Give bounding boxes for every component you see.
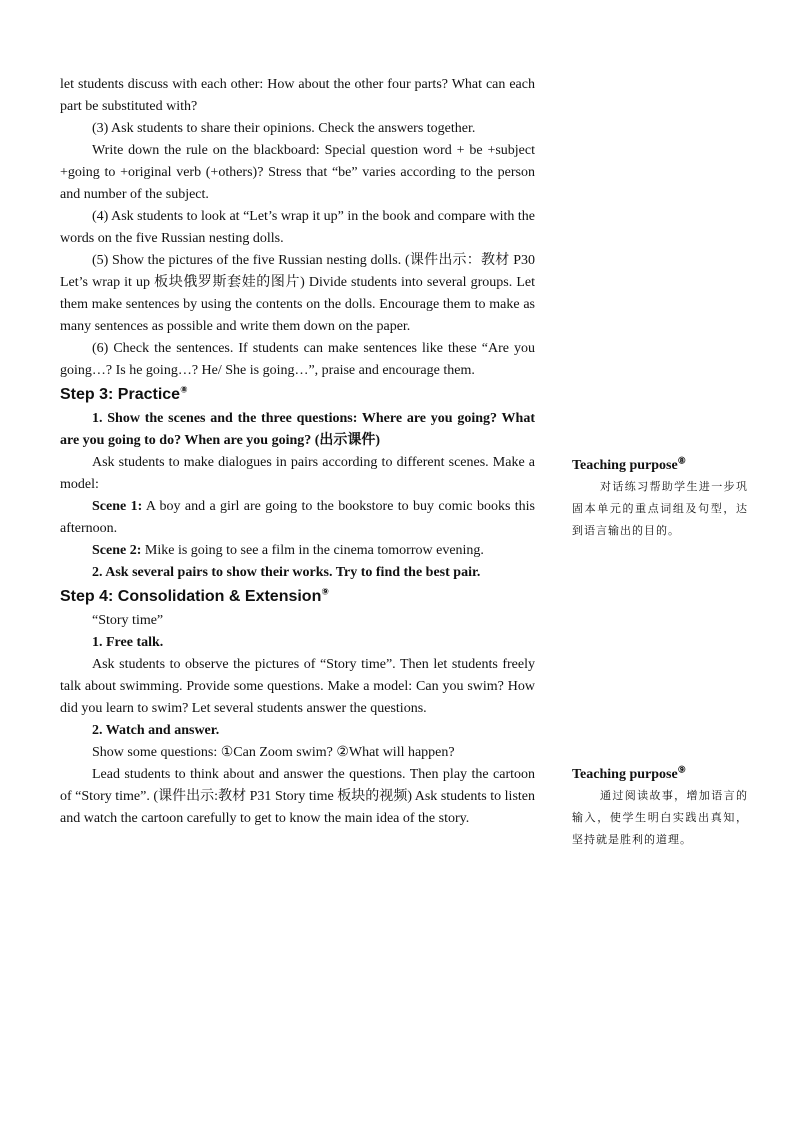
step3-title: Step 3: Practice <box>60 386 181 403</box>
step3-item-1: 1. Show the scenes and the three questions: Where are you going? What are you going to do? When are you going? (出示课件) <box>60 411 535 448</box>
story-time-label: “Story time” <box>92 613 164 628</box>
step3-heading <box>60 382 535 408</box>
paragraph-wrap-it-up: (4) Ask students to look at “Let’s wrap it up” in the book and compare with the words on the five Russian nesting dolls. <box>60 209 535 246</box>
step3-dialogue-instruction: Ask students to make dialogues in pairs according to different scenes. Make a model: <box>60 455 535 492</box>
step3-item-2: 2. Ask several pairs to show their works. Try to find the best pair. <box>92 565 481 580</box>
free-talk-paragraph: Ask students to observe the pictures of “Story time”. Then let students freely talk about swimming. Provide some questions. Make a model: Can you swim? How did you learn to swim? Let several students answer the questions. <box>60 657 535 716</box>
scene-1-text: A boy and a girl are going to the bookstore to buy comic books this afternoon. <box>60 499 535 536</box>
teaching-purpose-2-title: Teaching purpose <box>572 767 678 782</box>
step3-footnote-mark: ⑧ <box>180 384 188 395</box>
free-talk-heading: 1. Free talk. <box>92 635 164 650</box>
scene-2-label: Scene 2: <box>92 543 142 558</box>
teaching-purpose-1-footnote-mark: ⑧ <box>677 455 686 466</box>
paragraph-share-opinions: (3) Ask students to share their opinions. Check the answers together. <box>92 121 476 136</box>
scene-2-text: Mike is going to see a film in the cinema tomorrow evening. <box>141 543 484 558</box>
teaching-purpose-2 <box>572 765 748 851</box>
step4-footnote-mark: ⑨ <box>321 586 329 597</box>
main-column <box>60 74 535 830</box>
teaching-purpose-1 <box>572 456 748 542</box>
paragraph-nesting-dolls: (5) Show the pictures of the five Russian nesting dolls. (课件出示：教材 P30 Let’s wrap it up 板块俄罗斯套娃的图片) Divide students into several groups. Let them make sentences by using the contents on the dolls. Encourage them to make as many sentences as possible and write them down on the paper. <box>60 253 535 334</box>
paragraph-check-sentences: (6) Check the sentences. If students can make sentences like these “Are you going…? Is he going…? He/ She is going…”, praise and encourage them. <box>60 341 535 378</box>
paragraph-rule: Write down the rule on the blackboard: Special question word + be +subject +going to +original verb (+others)? Stress that “be” varies according to the person and number of the subject. <box>60 143 535 202</box>
scene-1 <box>60 496 535 540</box>
step4-heading <box>60 584 535 610</box>
teaching-purpose-2-footnote-mark: ⑨ <box>677 764 686 775</box>
step4-title: Step 4: Consolidation & Extension <box>60 588 322 605</box>
questions-line: Show some questions: ①Can Zoom swim? ②What will happen? <box>92 745 455 760</box>
teaching-purpose-1-text: 对话练习帮助学生进一步巩固本单元的重点词组及句型，达到语言输出的目的。 <box>572 480 748 537</box>
teaching-purpose-2-text: 通过阅读故事，增加语言的输入，使学生明白实践出真知，坚持就是胜利的道理。 <box>572 789 748 846</box>
paragraph-discuss: let students discuss with each other: How about the other four parts? What can each part be substituted with? <box>60 77 535 114</box>
teaching-purpose-1-heading <box>572 456 748 476</box>
scene-1-label: Scene 1: <box>92 499 143 514</box>
watch-answer-heading: 2. Watch and answer. <box>92 723 220 738</box>
teaching-purpose-2-heading <box>572 765 748 785</box>
lead-paragraph: Lead students to think about and answer the questions. Then play the cartoon of “Story time”. (课件出示:教材 P31 Story time 板块的视频) Ask students to listen and watch the cartoon carefully to get to know the main idea of the story. <box>60 767 535 826</box>
teaching-purpose-1-title: Teaching purpose <box>572 458 678 473</box>
scene-2 <box>60 540 535 562</box>
